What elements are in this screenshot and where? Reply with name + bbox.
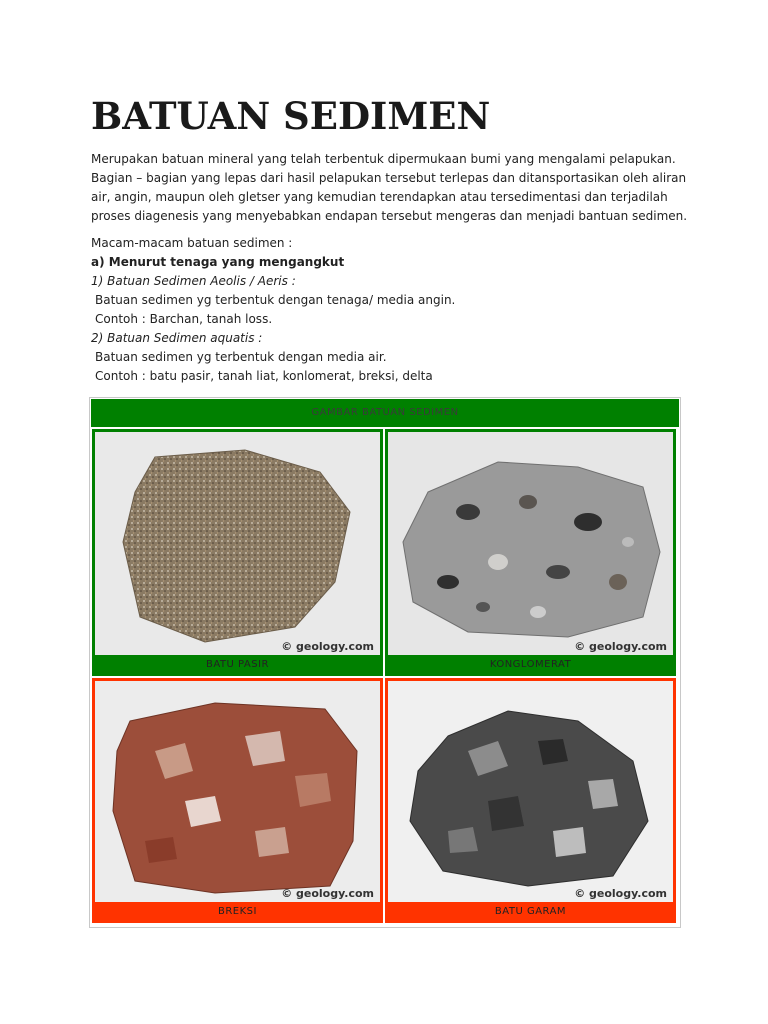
gallery-header: GAMBAR BATUAN SEDIMEN	[91, 399, 679, 427]
breccia-photo	[95, 681, 380, 902]
type-aquatis-name: 2) Batuan Sedimen aquatis :	[91, 331, 263, 345]
types-heading: Macam-macam batuan sedimen :	[91, 236, 293, 250]
type-aeolis-example: Contoh : Barchan, tanah loss.	[95, 312, 273, 326]
type-aeolis-desc: Batuan sedimen yg terbentuk dengan tenaga/ media angin.	[95, 293, 456, 307]
gallery-cell-batu-garam	[385, 678, 676, 923]
gallery-cell-breksi	[92, 678, 383, 923]
types-subheading: a) Menurut tenaga yang mengangkut	[91, 255, 345, 269]
caption-batu-garam: BATU GARAM	[494, 906, 567, 917]
sandstone-photo	[95, 432, 380, 655]
type-aquatis-example: Contoh : batu pasir, tanah liat, konlomerat, breksi, delta	[95, 369, 433, 383]
caption-batu-pasir: BATU PASIR	[205, 659, 269, 670]
conglomerate-photo	[388, 432, 673, 655]
gallery-cell-batu-pasir	[92, 429, 383, 676]
intro-paragraph: Merupakan batuan mineral yang telah terbentuk dipermukaan bumi yang mengalami pelapukan. Bagian – bagian yang lepas dari hasil pelapukan tersebut terlepas dan ditansportasikan oleh aliran air, angin, maupun oleh gletser yang kemudian terendapkan atau tersedimentasi dan terjadilah proses diagenesis yang menyebabkan endapan tersebut mengeras dan menjadi bantuan sedimen.	[91, 152, 688, 223]
caption-konglomerat: KONGLOMERAT	[489, 659, 572, 670]
rock-gallery	[89, 397, 681, 928]
watermark: © geology.com	[281, 640, 374, 653]
rock-salt-photo	[388, 681, 673, 902]
type-aquatis-desc: Batuan sedimen yg terbentuk dengan media air.	[95, 350, 387, 364]
caption-breksi: BREKSI	[218, 906, 257, 917]
page-title: BATUAN SEDIMEN	[91, 94, 491, 138]
type-aeolis-name: 1) Batuan Sedimen Aeolis / Aeris :	[91, 274, 296, 288]
sediment-types-list	[91, 234, 691, 386]
watermark: © geology.com	[281, 887, 374, 900]
gallery-cell-konglomerat	[385, 429, 676, 676]
watermark: © geology.com	[574, 640, 667, 653]
watermark: © geology.com	[574, 887, 667, 900]
